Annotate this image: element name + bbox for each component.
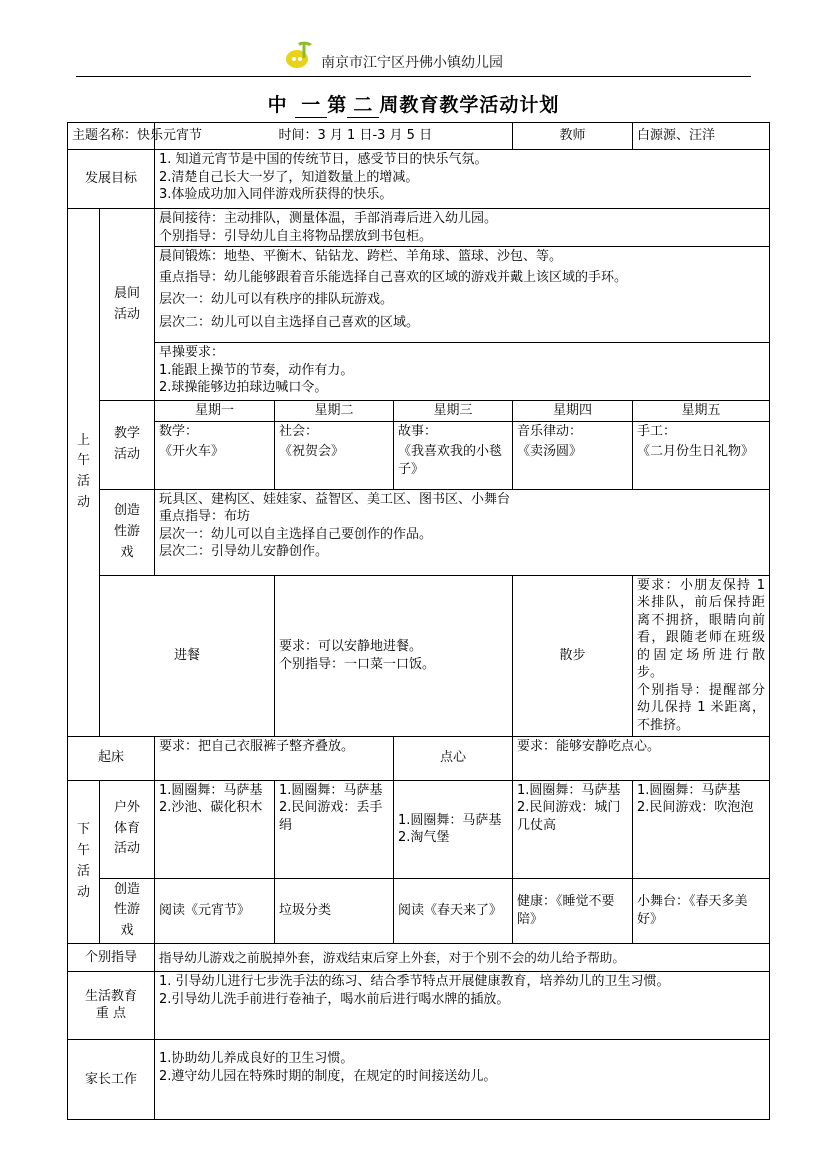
- creative-am-label: 创造 性游 戏: [100, 489, 155, 575]
- page-title: 中 一 第 二 周教育教学活动计划: [0, 90, 827, 118]
- creative-pm-row: 创造 性游 戏 阅读《元宵节》 垃圾分类 阅读《春天来了》 健康：《睡觉不要陪》 小舞台：《春天多美好》: [68, 878, 770, 943]
- teacher-names: 白源源、汪洋: [633, 123, 770, 150]
- individual-row: 个别指导 指导幼儿游戏之前脱掉外套，游戏结束后穿上外套，对于个别不会的幼儿给予帮助。: [68, 943, 770, 971]
- school-name: 南京市江宁区丹佛小镇幼儿园: [321, 55, 503, 71]
- creative-pm-label: 创造 性游 戏: [100, 878, 155, 943]
- goals-row: 发展目标 1. 知道元宵节是中国的传统节日，感受节日的快乐气氛。 2.清楚自己长大一岁了，知道数量上的增减。 3.体验成功加入同伴游戏所获得的快乐。: [68, 150, 770, 209]
- weekday-header-row: 教学 活动 星期一 星期二 星期三 星期四 星期五: [68, 401, 770, 422]
- morning-reception-row: 上 午 活 动 晨间 活动 晨间接待：主动排队，测量体温，手部消毒后进入幼儿园。 个别指导：引导幼儿自主将物品摆放到书包柜。: [68, 209, 770, 247]
- page-header: [76, 40, 751, 77]
- teaching-label: 教学 活动: [100, 401, 155, 490]
- pm-section-label: 下 午 活 动: [68, 780, 100, 943]
- outdoor-label: 户外 体育 活动: [100, 780, 155, 878]
- wake-row: 起床 要求：把自己衣服裤子整齐叠放。 点心 要求：能够安静吃点心。: [68, 736, 770, 780]
- am-section-label: 上 午 活 动: [68, 209, 100, 737]
- teacher-label: 教师: [513, 123, 633, 150]
- theme-row: 主题名称：快乐元宵节 时间：3 月 1 日-3 月 5 日 教师 白源源、汪洋: [68, 123, 770, 150]
- parents-row: 家长工作 1.协助幼儿养成良好的卫生习惯。 2.遵守幼儿园在特殊时期的制度，在规定的时间接送幼儿。: [68, 1039, 770, 1119]
- morning-label: 晨间 活动: [100, 209, 155, 401]
- meal-row: 进餐 要求：可以安静地进餐。 个别指导：一口菜一口饭。 散步 要求：小朋友保持 1 米排队，前后保持距离不拥挤，眼睛向前看，跟随老师在班级的固定场所进行散步。 个别指导：提醒部分幼儿保持 1 米距离，不推挤。: [68, 575, 770, 736]
- teaching-activities-row: 数学： 《开火车》 社会： 《祝贺会》 故事： 《我喜欢我的小毯子》 音乐律动： 《卖汤圆》 手工： 《二月份生日礼物》: [68, 421, 770, 489]
- morning-drill-row: 早操要求： 1.能跟上操节的节奏，动作有力。 2.球操能够边拍球边喊口令。: [68, 343, 770, 401]
- morning-exercise-row: 晨间锻炼：地垫、平衡木、钻钻龙、跨栏、羊角球、篮球、沙包、等。 重点指导：幼儿能够跟着音乐能选择自己喜欢的区域的游戏并戴上该区域的手环。 层次一：幼儿可以有秩序的排队玩游戏。 层次二：幼儿可以自主选择自己喜欢的区域。: [68, 247, 770, 343]
- outdoor-row: 下 午 活 动 户外 体育 活动 1.圆圈舞：马萨基 2.沙池、碳化积木 1.圆圈舞：马萨基 2.民间游戏：丢手绢 1.圆圈舞：马萨基 2.淘气堡 1.圆圈舞：马萨基 2.民间游戏：城门几仗高 1.圆圈舞：马萨基 2.民间游戏：吹泡泡: [68, 780, 770, 878]
- life-row: 生活教育 重 点 1. 引导幼儿进行七步洗手法的练习、结合季节特点开展健康教育，培养幼儿的卫生习惯。 2.引导幼儿洗手前进行卷袖子，喝水前后进行喝水牌的插放。: [68, 971, 770, 1039]
- plan-table: [67, 122, 770, 1120]
- time-range: 时间：3 月 1 日-3 月 5 日: [275, 123, 513, 150]
- school-logo-icon: [284, 40, 318, 70]
- creative-am-row: 创造 性游 戏 玩具区、建构区、娃娃家、益智区、美工区、图书区、小舞台 重点指导：布坊 层次一：幼儿可以自主选择自己要创作的作品。 层次二：引导幼儿安静创作。: [68, 489, 770, 575]
